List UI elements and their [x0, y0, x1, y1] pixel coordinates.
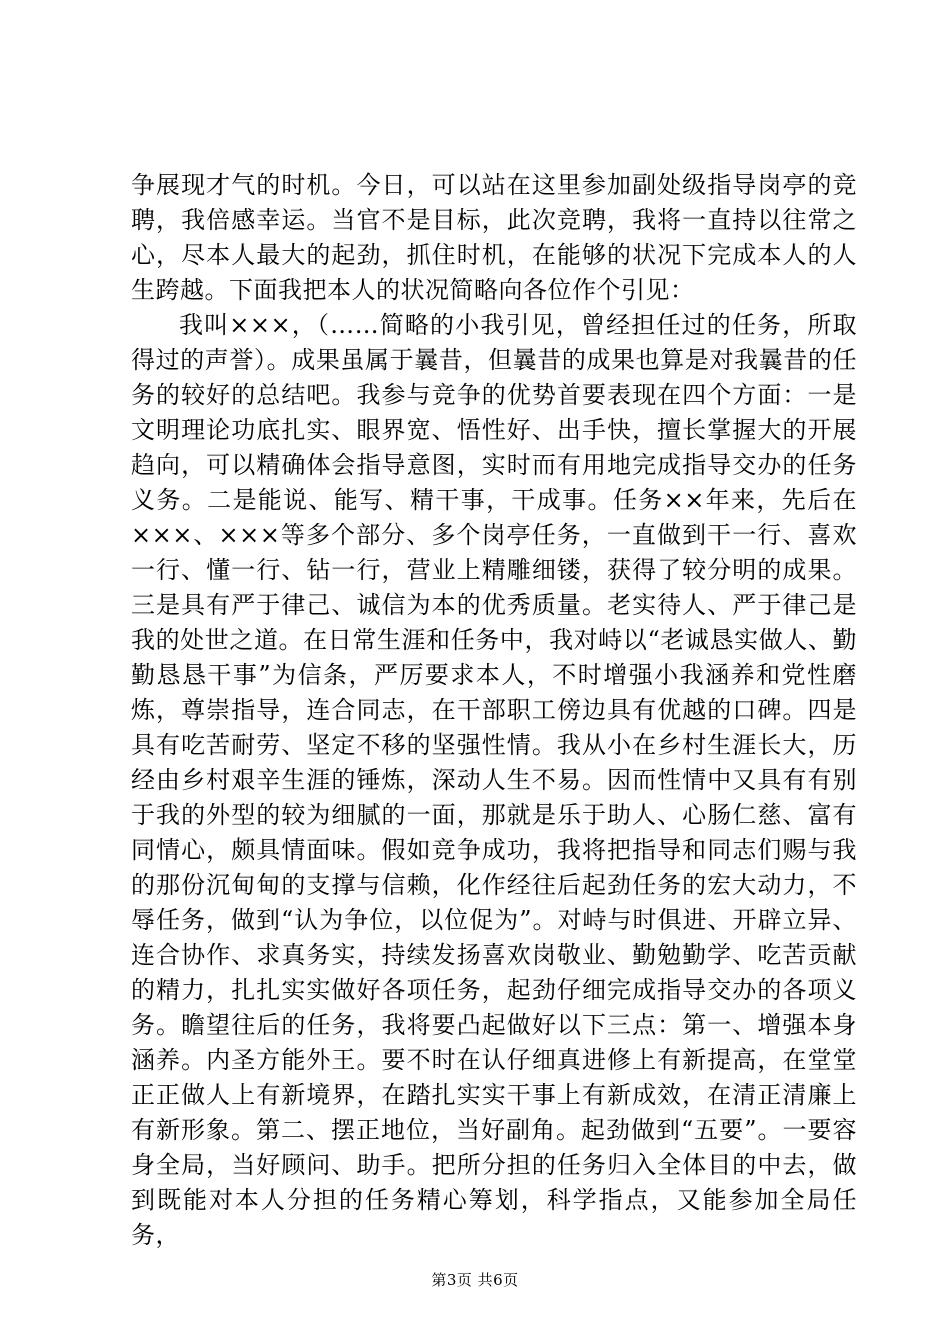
page-number-footer: 第3页 共6页 — [431, 1271, 519, 1289]
paragraph-self-introduction: 我叫×××，（……简略的小我引见，曾经担任过的任务，所取得过的声誉）。成果虽属于曩昔，但曩昔的成果也算是对我曩昔的任务的较好的总结吧。我参与竞争的优势首要表现在四个方面：一是文明理论功底扎实、眼界宽、悟性好、出手快，擅长掌握大的开展趋向，可以精确体会指导意图，实时而有用地完成指导交办的任务义务。二是能说、能写、精干事，干成事。任务××年来，先后在×××、×××等多个部分、多个岗亭任务，一直做到干一行、喜欢一行、懂一行、钻一行，营业上精雕细镂，获得了较分明的成果。三是具有严于律己、诚信为本的优秀质量。老实待人、严于律己是我的处世之道。在日常生涯和任务中，我对峙以“老诚恳实做人、勤勤恳恳干事”为信条，严厉要求本人，不时增强小我涵养和党性磨炼，尊崇指导，连合同志，在干部职工傍边具有优越的口碑。四是具有吃苦耐劳、坚定不移的坚强性情。我从小在乡村生涯长大，历经由乡村艰辛生涯的锤炼，深动人生不易。因而性情中又具有有别于我的外型的较为细腻的一面，那就是乐于助人、心肠仁慈、富有同情心，颇具情面味。假如竞争成功，我将把指导和同志们赐与我的那份沉甸甸的支撑与信赖，化作经往后起劲任务的宏大动力，不辱任务，做到“认为争位，以位促为”。对峙与时俱进、开辟立异、连合协作、求真务实，持续发扬喜欢岗敬业、勤勉勤学、吃苦贡献的精力，扎扎实实做好各项任务，起劲仔细完成指导交办的各项义务。瞻望往后的任务，我将要凸起做好以下三点：第一、增强本身涵养。内圣方能外王。要不时在认仔细真进修上有新提高，在堂堂正正做人上有新境界，在踏扎实实干事上有新成效，在清正清廉上有新形象。第二、摆正地位，当好副角。起劲做到“五要”。一要容身全局，当好顾问、助手。把所分担的任务归入全体目的中去，做到既能对本人分担的任务精心筹划，科学指点，又能参加全局任务， — [131, 311, 857, 1249]
body-text — [131, 168, 857, 1253]
paragraph-intro: 争展现才气的时机。今日，可以站在这里参加副处级指导岗亭的竞聘，我倍感幸运。当官不是目标，此次竞聘，我将一直持以往常之心，尽本人最大的起劲，抓住时机，在能够的状况下完成本人的人生跨越。下面我把本人的状况简略向各位作个引见： — [131, 171, 857, 304]
